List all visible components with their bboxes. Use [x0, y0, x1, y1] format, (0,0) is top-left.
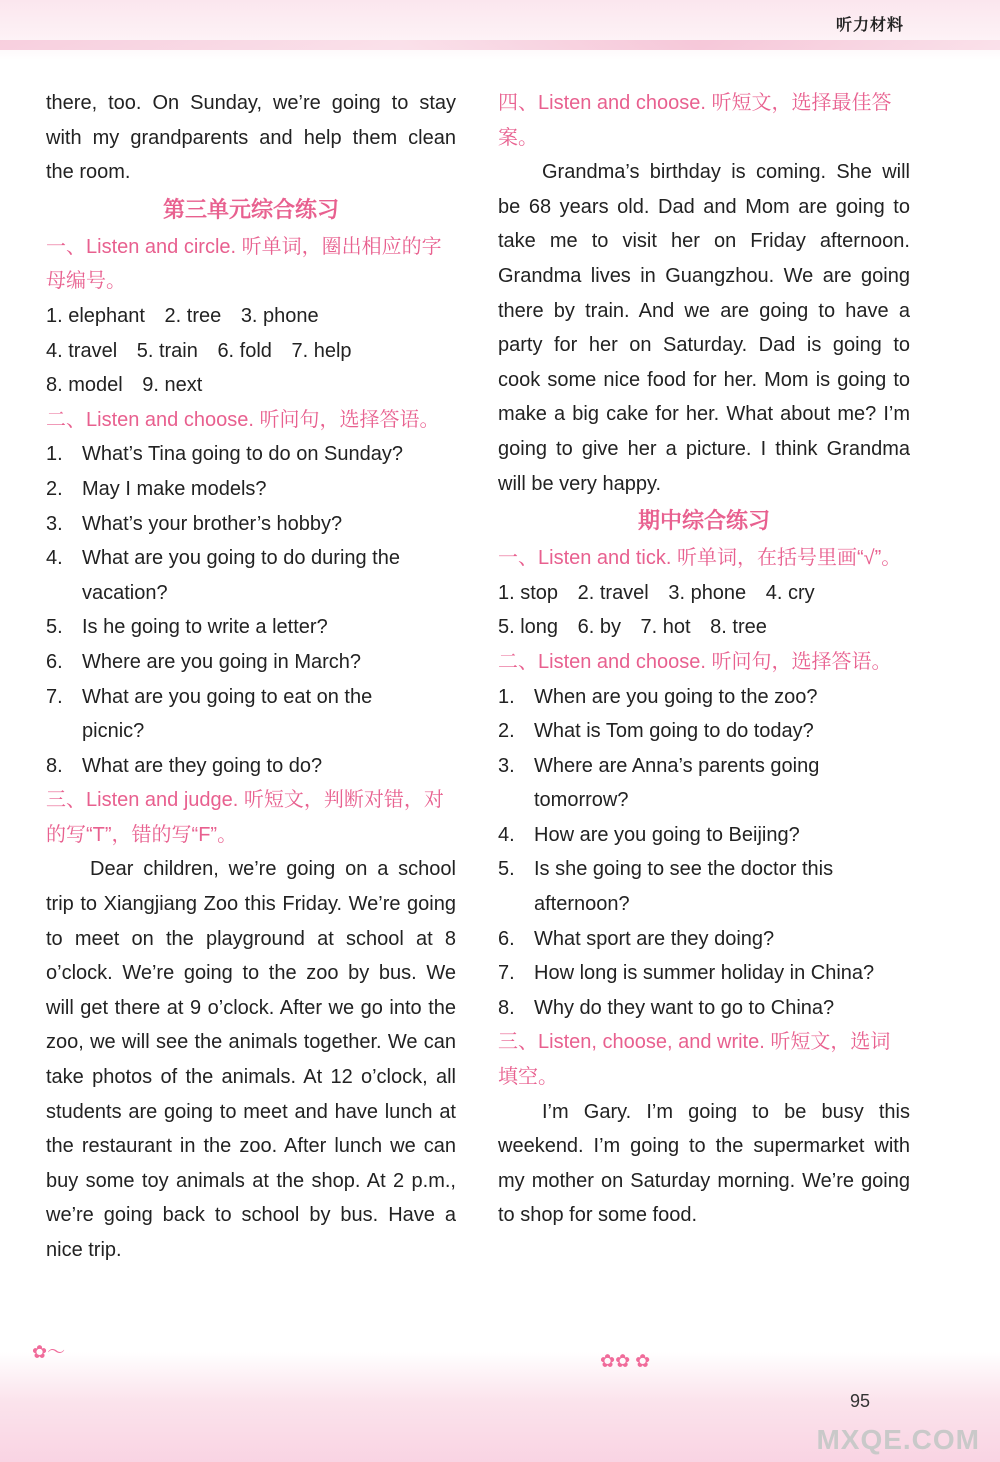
question-continuation: vacation?: [82, 581, 168, 604]
section-title: 二、Listen and choose. 听问句，选择答语。: [498, 650, 892, 673]
word-row: [498, 610, 910, 645]
flower-decoration-icon: ✿～: [32, 1342, 66, 1362]
word-row: [46, 334, 456, 369]
question-item: 2. May I make models?: [46, 477, 267, 500]
passage: Dear children, we’re going on a school trip to Xiangjiang Zoo this Friday. We’re going to meet on the playground at school at 8 o’clock. We’re going to the zoo by bus. We will get there at 9 o’clock. After we go into the zoo, we will see the animals together. We can take photos of the animals. At 12 o’clock, all students are going to meet and have lunch at the restaurant in the zoo. After lunch we can buy some toy animals at the shop. At 2 p.m., we’re going back to school by bus. Have a nice trip.: [46, 858, 456, 1261]
word-item: 3. phone: [668, 581, 747, 604]
question-item: 7. How long is summer holiday in China?: [498, 962, 875, 985]
header-label: 听力材料: [835, 17, 904, 34]
word-item: 4. travel: [46, 339, 118, 362]
question-item: 3. Where are Anna’s parents going: [498, 754, 820, 777]
page-number: 95: [850, 1391, 871, 1411]
word-item: 4. cry: [765, 581, 815, 604]
question-continuation: picnic?: [82, 720, 145, 743]
question-item: 4. How are you going to Beijing?: [498, 823, 800, 846]
word-item: 7. hot: [640, 616, 691, 639]
question-item: 3. What’s your brother’s hobby?: [46, 512, 343, 535]
question-item: 8. Why do they want to go to China?: [498, 996, 835, 1019]
word-row: [46, 368, 456, 403]
question-item: 5. Is he going to write a letter?: [46, 616, 328, 639]
section-title: 四、Listen and choose. 听短文，选择最佳答案。: [498, 92, 892, 149]
section-title: 三、Listen and judge. 听短文，判断对错，对的写“T”，错的写“F”。: [46, 789, 444, 846]
question-continuation: afternoon?: [534, 893, 630, 916]
word-item: 2. travel: [577, 581, 649, 604]
word-item: 5. train: [136, 339, 198, 362]
question-item: 5. Is she going to see the doctor this: [498, 858, 834, 881]
word-item: 6. fold: [217, 339, 272, 362]
word-item: 3. phone: [240, 304, 319, 327]
unit-title: 第三单元综合练习: [162, 196, 339, 222]
question-item: 1. When are you going to the zoo?: [498, 685, 818, 708]
question-continuation: tomorrow?: [534, 789, 629, 812]
passage: Grandma’s birthday is coming. She will be 68 years old. Dad and Mom are going to take me to visit her on Friday afternoon. Grandma lives in Guangzhou. We are going there by train. And we are going to have a party for her on Saturday. Dad is going to cook some nice food for her. Mom is going to make a big cake for her. What about me? I’m going to give her a picture. I think Grandma will be very happy.: [498, 161, 910, 495]
word-item: 7. help: [291, 339, 352, 362]
question-item: 1. What’s Tina going to do on Sunday?: [46, 443, 403, 466]
left-column: [46, 86, 456, 1268]
flower-decoration-icon: ✿✿ ✿: [600, 1351, 651, 1371]
word-item: 1. elephant: [46, 304, 145, 327]
word-item: 6. by: [577, 616, 621, 639]
watermark: MXQE.COM: [816, 1424, 980, 1455]
unit-title: 期中综合练习: [637, 508, 770, 534]
word-item: 9. next: [142, 374, 203, 397]
word-item: 8. tree: [710, 616, 767, 639]
question-item: 4. What are you going to do during the: [46, 547, 400, 570]
intro-paragraph: there, too. On Sunday, we’re going to stay with my grandparents and help them clean the room.: [46, 92, 456, 184]
section-title: 一、Listen and tick. 听单词，在括号里画“√”。: [498, 547, 902, 570]
section-title: 二、Listen and choose. 听问句，选择答语。: [46, 408, 440, 431]
question-item: 6. What sport are they doing?: [498, 927, 775, 950]
word-item: 1. stop: [498, 581, 559, 604]
section-title: 三、Listen, choose, and write. 听短文，选词填空。: [498, 1031, 891, 1089]
passage: I’m Gary. I’m going to be busy this weekend. I’m going to the supermarket with my mother on Saturday morning. We’re going to shop for some food.: [498, 1100, 910, 1227]
right-column: [498, 86, 910, 1233]
word-item: 8. model: [46, 374, 123, 397]
word-row: [46, 299, 456, 334]
question-item: 8. What are they going to do?: [46, 754, 323, 777]
word-item: 2. tree: [164, 304, 222, 327]
word-row: [498, 576, 910, 611]
question-item: 6. Where are you going in March?: [46, 650, 362, 673]
question-item: 7. What are you going to eat on the: [46, 685, 373, 708]
word-item: 5. long: [498, 616, 559, 639]
section-title: 一、Listen and circle. 听单词，圈出相应的字母编号。: [46, 235, 442, 293]
question-item: 2. What is Tom going to do today?: [498, 720, 814, 743]
